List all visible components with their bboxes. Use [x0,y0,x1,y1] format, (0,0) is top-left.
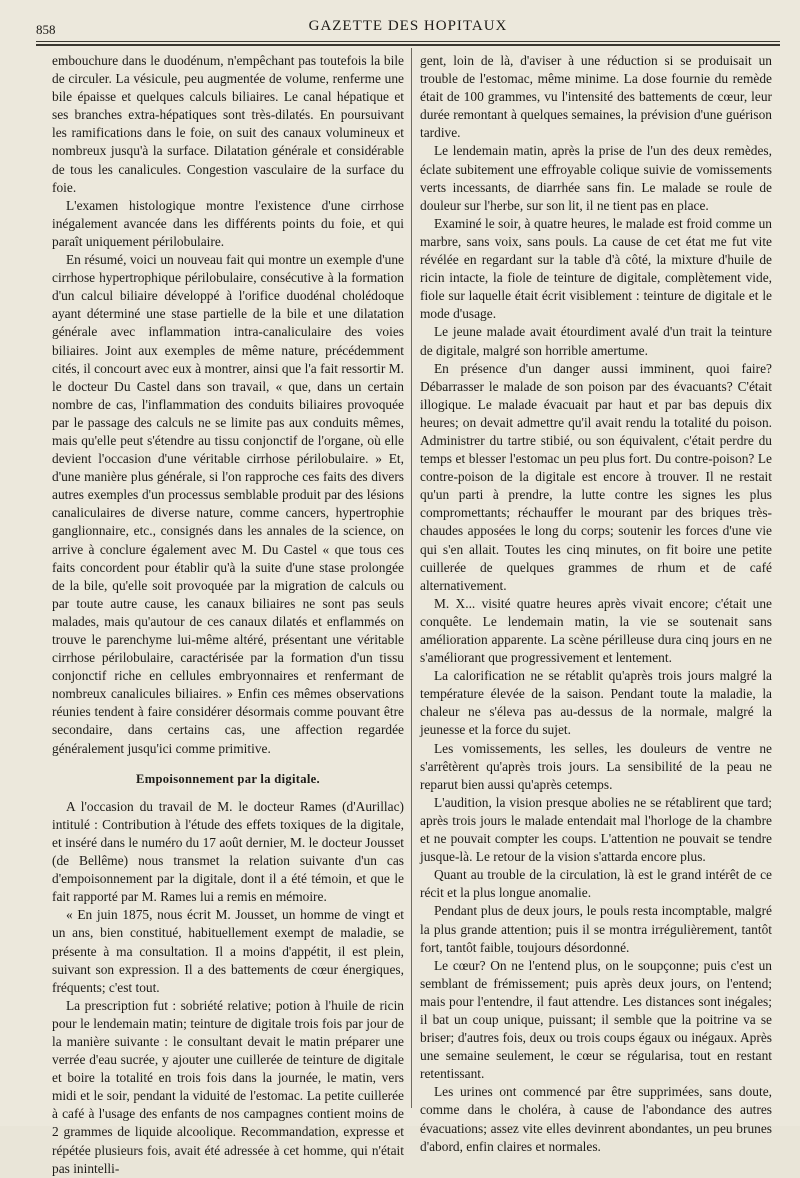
paragraph: Pendant plus de deux jours, le pouls resta incomptable, malgré la plus grande attention; puis il se montra irrégulièrement, tantôt fort, tantôt faible, toujours désordonné. [420,903,772,955]
paragraph: embouchure dans le duodénum, n'empêchant pas toutefois la bile de circuler. La vésicule, peu augmentée de volume, renferme une bile épaisse et quelques calculs biliaires. Le canal hépatique et ses branches extra-hépatiques sont très-dilatés. En poursuivant les ramifications dans le foie, on suit des canaux volumineux et nombreux jusqu'à la surface. Dilatation générale et considérable de tous les canalicules. Congestion vasculaire de la surface du foie. [52,53,404,195]
paragraph: M. X... visité quatre heures après vivait encore; c'était une conquête. Le lendemain matin, la vie se soutenait sans amélioration apparente. La scène périlleuse dura cinq jours en ne s'améliorant que progressivement et lentement. [420,595,772,666]
paragraph: La calorification ne se rétablit qu'après trois jours malgré la température élevée de la saison. Pendant toute la maladie, la chaleur ne s'éleva pas au-dessus de la normale, malgré la jeunesse et la force du sujet. [420,668,772,738]
journal-title: GAZETTE DES HOPITAUX [308,18,508,34]
header-rule [36,41,780,46]
paragraph: Quant au trouble de la circulation, là est le grand intérêt de ce récit et la plus longue anomalie. [420,867,772,901]
paragraph: L'examen histologique montre l'existence d'une cirrhose inégalement avancée dans les différents points du foie, et qui paraît uniquement périlobulaire. [52,197,404,249]
paragraph: A l'occasion du travail de M. le docteur Rames (d'Aurillac) intitulé : Contribution à l'étude des effets toxiques de la digitale, et inséré dans le numéro du 17 août dernier, M. le docteur Jousset (de Bellême) nous transmet la relation suivante d'un cas d'empoisonnement par la digitale, dont il a été témoin, et que le fait rapporté par M. Rames lui a remis en mémoire. [52,798,404,905]
section-heading: Empoisonnement par la digitale. [136,771,320,786]
paragraph: « En juin 1875, nous écrit M. Jousset, un homme de vingt et un ans, bien constitué, habituellement exempt de maladie, se présente à ma consultation. Il a moins d'appétit, il est plein, suivant son expression. Il a des battements de cœur énergiques, fréquents; c'est tout. [52,907,404,995]
paragraph: Les urines ont commencé par être supprimées, sans doute, comme dans le choléra, à cause de l'abondance des autres évacuations; assez vite elles devinrent abondantes, un peu brunes d'abord, enfin claires et normales. [420,1084,772,1154]
paragraph: En résumé, voici un nouveau fait qui montre un exemple d'une cirrhose hypertrophique périlobulaire, consécutive à la formation d'un calcul biliaire développé à l'orifice duodénal cholédoque ayant déterminé une stase partielle de la bile et une dilatation générale avec inflammation intra-canaliculaire des voies biliaires. Joint aux exemples de même nature, précédemment cités, il concourt avec eux à montrer, ainsi que l'a fait ressortir M. le docteur Du Castel dans son travail, « que, dans un certain nombre de cas, l'inflammation des conduits biliaires provoquée par le passage des calculs ne se limite pas aux conduits mêmes, mais qu'elle peut s'étendre au tissu conjonctif de l'organe, où elle devient l'occasion d'une véritable cirrhose périlobulaire. » Et, d'une manière plus générale, si l'on rapproche ces faits des divers autres exemples d'un processus semblable produit par des lésions canaliculaires de diverse nature, comme cancers, hypertrophie ganglionnaire, etc., consignés dans les annales de la science, on arrive à conclure également avec M. Du Castel « que tous ces faits concordent pour établir qu'à la suite d'une stase prolongée de la bile, qu'elle soit provoquée par la migration de calculs ou par toute autre cause, les canaux biliaires ne sont pas seuls malades, mais qu'autour de ces canaux dilatés et enflammés on trouve le parenchyme lui-même altéré, présentant une véritable cirrhose périlobulaire, caractérisée par la formation d'un tissu conjonctif riche en cellules embryonnaires et renfermant de nombreux canalicules biliaires. » Enfin ces mêmes observations réunies tendent à faire considérer désormais comme pouvant être secondaire, dans certains cas, une affection regardée généralement jusqu'ici comme primitive. [52,252,404,756]
column-divider [411,48,412,1108]
page-number: 858 [36,22,56,37]
paragraph: Le cœur? On ne l'entend plus, on le soupçonne; puis c'est un semblant de frémissement; puis après deux jours, on l'entend; mais pour l'entendre, il faut attendre. Les distances sont inégales; il bat un coup unique, puissant; il semble que la poitrine va se briser; d'autres fois, deux ou trois coups égaux ou inégaux. Après une semaine seulement, le cœur se régularisa, tout en restant retentissant. [420,957,772,1082]
paragraph: En présence d'un danger aussi imminent, quoi faire? Débarrasser le malade de son poison par des évacuants? C'était illogique. Le malade évacuait par haut et par bas depuis dix heures; on devait admettre qu'il avait rendu la totalité du poison. Administrer du tartre stibié, ou son équivalent, c'était perdre du temps et blesser l'estomac un peu plus fort. Du contre-poison? Le contre-poison de la digitale est encore à trouver. Il ne restait qu'un parti à prendre, la lutte contre les signes les plus compromettants; réchauffer le mourant par des briques très-chaudes apposées le long du corps; soutenir les forces d'une vie qui s'en allait. Toutes les cinq minutes, on fit boire une petite cuillerée de quelques grammes de rhum et de café alternativement. [420,360,772,593]
left-column [52,52,404,1178]
page-header [36,14,780,38]
paragraph: Examiné le soir, à quatre heures, le malade est froid comme un marbre, sans voix, sans pouls. La cause de cet état me fut vite révélée en regardant sur la table d'à côté, la mixture d'huile de ricin intacte, la fiole de teinture de digitale, complètement vide, fiole sur laquelle était écrit visiblement : teinture de digitale et le mode d'usage. [420,215,772,322]
right-column [420,52,772,1156]
paragraph: Le jeune malade avait étourdiment avalé d'un trait la teinture de digitale, malgré son horrible amertume. [420,324,772,358]
paragraph: L'audition, la vision presque abolies ne se rétablirent que tard; après trois jours le malade entendait mal l'horloge de la chambre et ne pouvait compter les coups. L'attention ne pouvait se tendre jusque-là. Le retour de la vision s'attarda encore plus. [420,794,772,865]
paragraph: Les vomissements, les selles, les douleurs de ventre ne s'arrêtèrent qu'après trois jours. La sensibilité de la peau ne reparut bien aussi qu'après cetemps. [420,740,772,792]
paragraph: Le lendemain matin, après la prise de l'un des deux remèdes, éclate subitement une effroyable colique suivie de vomissements verts incessants, de diarrhée sans fin. Le malade se roule de douleur sur l'herbe, sur son lit, il ne tient pas en place. [420,143,772,213]
paragraph: La prescription fut : sobriété relative; potion à l'huile de ricin pour le lendemain matin; teinture de digitale trois fois par jour de la manière suivante : le consultant devait le matin préparer une verrée d'eau sucrée, y ajouter une cuillerée de teinture de digitale et boire la totalité en trois fois dans la journée, le matin, vers midi et le soir, pendant la viduité de l'estomac. La petite cuillerée à café à l'usage des enfants de nos campagnes contient moins de 2 grammes de liquide alcoolique. Recommandation, expresse et répétée plusieurs fois, avait été adressée à cet homme, qui n'était pas inintelli- [52,997,404,1176]
paragraph: gent, loin de là, d'aviser à une réduction si se produisait un trouble de l'estomac, même minime. La dose fournie du remède était de 100 grammes, vu l'intensité des battements de cœur, leur durée remontant à quelques semaines, la prévision d'une guérison tardive. [420,53,772,141]
